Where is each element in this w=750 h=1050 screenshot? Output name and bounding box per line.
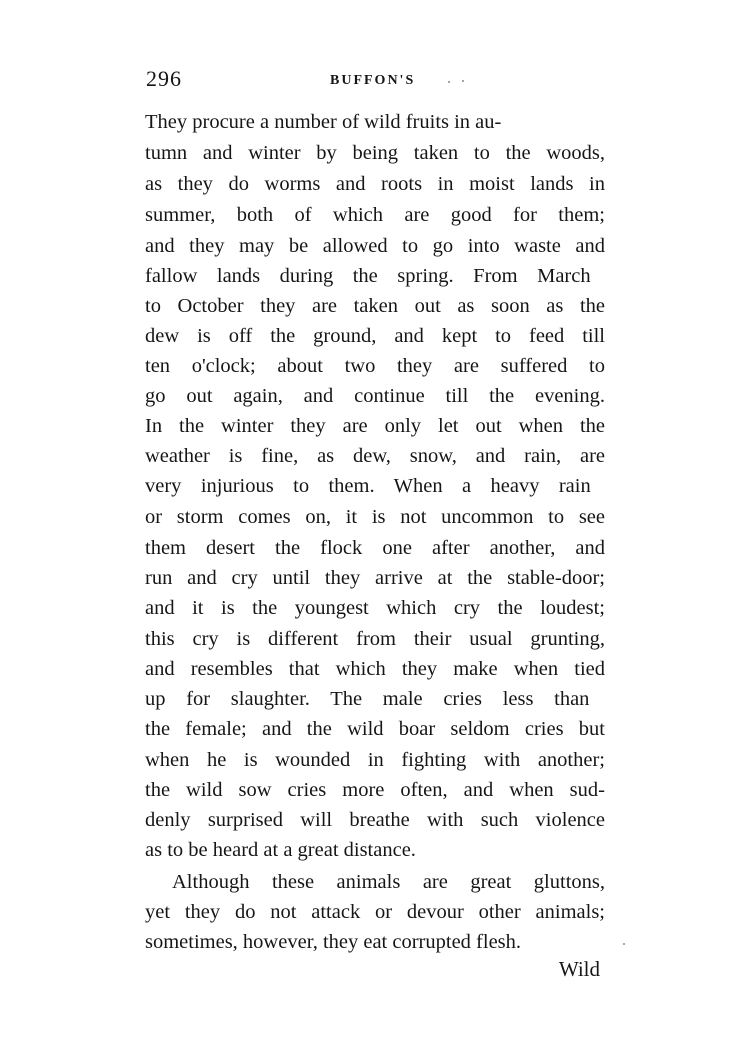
text-line: Although these animals are great gluttons, (172, 871, 605, 893)
text-line: tumn and winter by being taken to the woods, (145, 142, 605, 164)
text-line: this cry is different from their usual grunting, (145, 628, 605, 650)
text-line: go out again, and continue till the evening. (145, 385, 605, 407)
text-line: up for slaughter. The male cries less than (145, 688, 590, 710)
text-line: They procure a number of wild fruits in au- (145, 111, 502, 133)
text-line: and it is the youngest which cry the loudest; (145, 597, 605, 619)
text-line: to October they are taken out as soon as the (145, 295, 605, 317)
text-line: ten o'clock; about two they are suffered to (145, 355, 605, 377)
catchword: Wild (558, 957, 600, 981)
text-line: dew is off the ground, and kept to feed till (145, 325, 605, 347)
text-line: or storm comes on, it is not uncommon to see (145, 506, 605, 528)
text-line: as they do worms and roots in moist lands in (145, 173, 605, 195)
text-line: when he is wounded in fighting with another; (145, 749, 605, 771)
text-line: weather is fine, as dew, snow, and rain, are (145, 445, 605, 467)
text-line: very injurious to them. When a heavy rain (145, 475, 591, 497)
text-line: yet they do not attack or devour other animals; (145, 901, 605, 923)
text-line: the female; and the wild boar seldom cries but (145, 718, 605, 740)
text-line: summer, both of which are good for them; (145, 204, 605, 226)
text-line: run and cry until they arrive at the stable-door; (145, 567, 605, 589)
text-line: denly surprised will breathe with such violence (145, 809, 605, 831)
text-line: In the winter they are only let out when the (145, 415, 605, 437)
running-title: BUFFON'S (330, 73, 416, 88)
text-line: sometimes, however, they eat corrupted flesh. (145, 931, 522, 953)
print-speck (448, 81, 450, 83)
text-line: and resembles that which they make when tied (145, 658, 605, 680)
page-number: 296 (146, 66, 182, 91)
text-line: them desert the flock one after another, and (145, 537, 605, 559)
text-line: fallow lands during the spring. From March (145, 265, 591, 287)
print-speck (623, 943, 625, 945)
text-line: the wild sow cries more often, and when sud- (145, 779, 605, 801)
text-line: and they may be allowed to go into waste and (145, 235, 605, 257)
print-speck (462, 80, 464, 82)
text-line: as to be heard at a great distance. (145, 839, 416, 861)
